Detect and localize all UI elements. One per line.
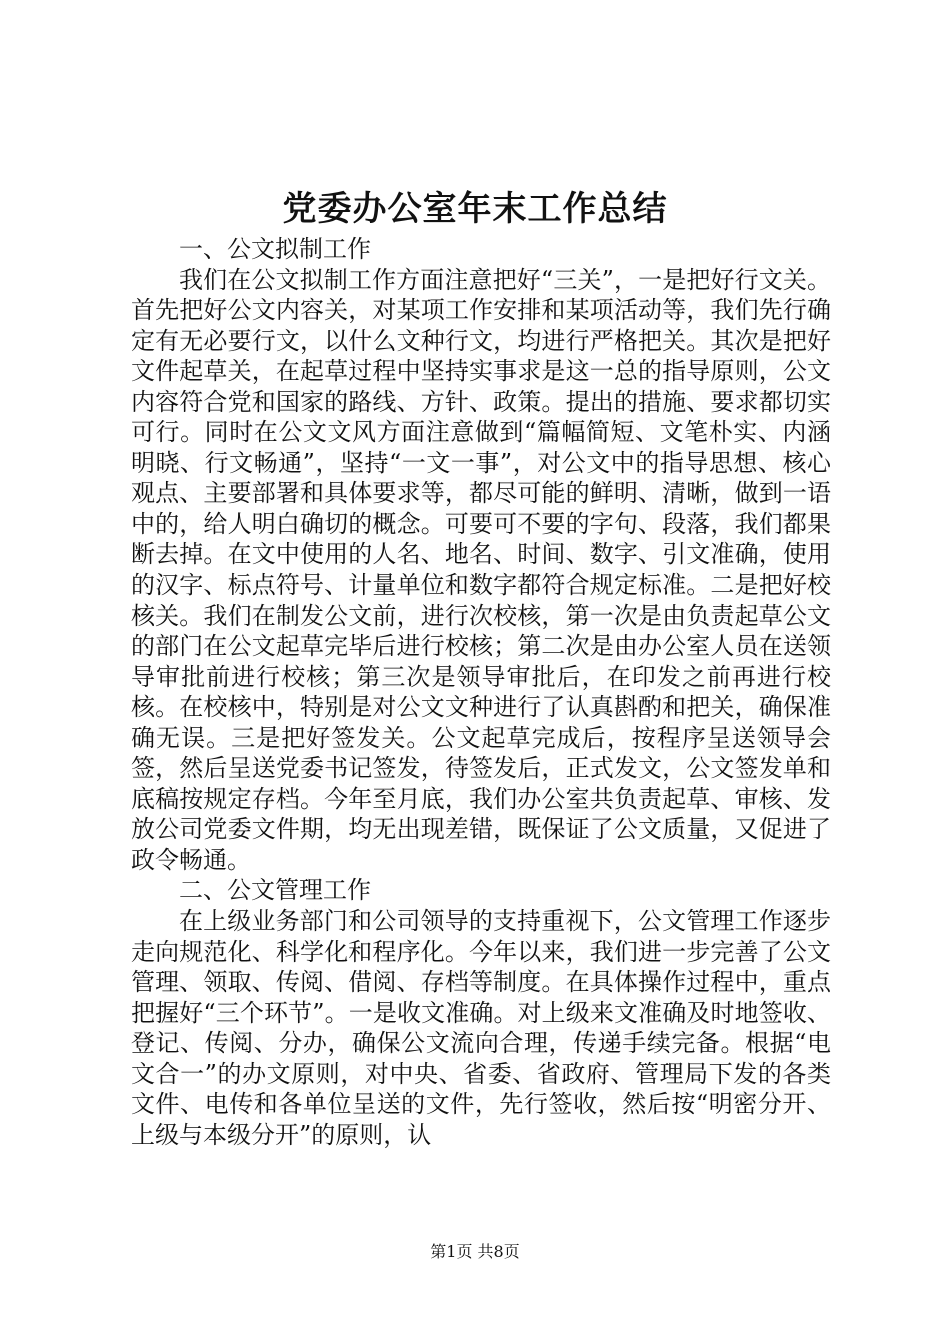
document-body [131,234,831,1150]
section-heading-2: 二、公文管理工作 [179,876,371,905]
document-title: 党委办公室年末工作总结 [282,189,668,229]
page-number-footer: 第1页 共8页 [430,1242,520,1261]
section-heading-1: 一、公文拟制工作 [179,235,371,263]
section-paragraph-2: 在上级业务部门和公司领导的支持重视下，公文管理工作逐步走向规范化、科学化和程序化。今年以来，我们进一步完善了公文管理、领取、传阅、借阅、存档等制度。在具体操作过程中，重点把握好“三个环节”。一是收文准确。对上级来文准确及时地签收、登记、传阅、分办，确保公文流向合理，传递手续完备。根据“电文合一”的办文原则，对中央、省委、省政府、管理局下发的各类文件、电传和各单位呈送的文件，先行签收，然后按“明密分开、上级与本级分开”的原则，认 [131,907,831,1149]
section-paragraph-1: 我们在公文拟制工作方面注意把好“三关”，一是把好行文关。首先把好公文内容关，对某项工作安排和某项活动等，我们先行确定有无必要行文，以什么文种行文，均进行严格把关。其次是把好文件起草关，在起草过程中坚持实事求是这一总的指导原则，公文内容符合党和国家的路线、方针、政策。提出的措施、要求都切实可行。同时在公文文风方面注意做到“篇幅简短、文笔朴实、内涵明晓、行文畅通”，坚持“一文一事”，对公文中的指导思想、核心观点、主要部署和具体要求等，都尽可能的鲜明、清晰，做到一语中的，给人明白确切的概念。可要可不要的字句、段落，我们都果断去掉。在文中使用的人名、地名、时间、数字、引文准确，使用的汉字、标点符号、计量单位和数字都符合规定标准。二是把好校核关。我们在制发公文前，进行次校核，第一次是由负责起草公文的部门在公文起草完毕后进行校核；第二次是由办公室人员在送领导审批前进行校核；第三次是领导审批后，在印发之前再进行校核。在校核中，特别是对公文文种进行了认真斟酌和把关，确保准确无误。三是把好签发关。公文起草完成后，按程序呈送领导会签，然后呈送党委书记签发，待签发后，正式发文，公文签发单和底稿按规定存档。今年至月底，我们办公室共负责起草、审核、发放公司党委文件期，均无出现差错，既保证了公文质量，又促进了政令畅通。 [131,265,831,874]
